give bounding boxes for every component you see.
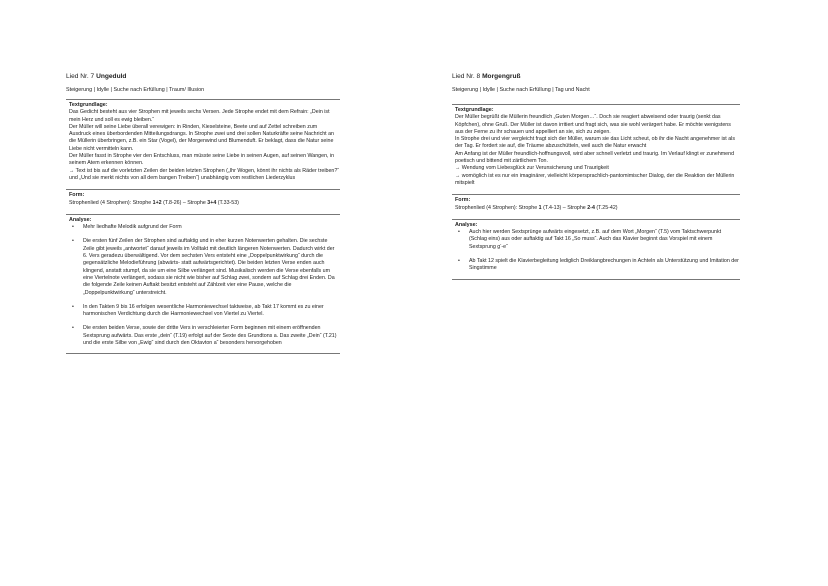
paragraph: → womöglich ist es nur ein imaginärer, vielleicht körpersprachlich-pantomimischer Dialog, der die Reaktion der Müllerin mitspielt <box>455 172 735 186</box>
song-7-column <box>66 72 340 354</box>
bullet-icon: • <box>458 229 460 236</box>
list-item: • Ab Takt 12 spielt die Klavierbegleitung lediglich Dreiklangbrechungen in Achteln als Unterstützung und Imitation der Singstimme <box>458 258 739 272</box>
list-item: • Mehr liedhafte Melodik aufgrund der Form <box>72 224 182 231</box>
section-heading: Form: <box>69 192 85 199</box>
section-heading: Analyse: <box>455 221 478 228</box>
song-keywords: Steigerung | Idylle | Suche nach Erfüllung | Tag und Nacht <box>452 87 590 93</box>
bullet-icon: • <box>458 258 460 265</box>
analyse-list <box>69 224 340 347</box>
paragraph: Am Anfang ist der Müller freundlich-hoffnungsvoll, wird aber schnell verletzt und traurig. Im Verlauf klingt er zunehmend poetisch und bittend mit zärtlichem Ton. <box>455 150 735 165</box>
bullet-icon: • <box>72 303 74 310</box>
list-item: • Auch hier werden Sextsprünge aufwärts eingesetzt, z.B. auf dem Wort „Morgen“ (T.5) vom Taktschwerpunkt (Schlag eins) aus oder auftaktig auf Takt 16 „So muss“. Auch das Klavier beginnt das Vorspiel mit einem Sextsprung g‘-e“ <box>458 229 722 250</box>
song-8-column <box>452 72 740 280</box>
form-text: Strophenlied (4 Strophen): Strophe 1 (T.4-13) – Strophe 2-4 (T.25-42) <box>455 204 618 211</box>
paragraph: Das Gedicht besteht aus vier Strophen mit jeweils sechs Versen. Jede Strophe endet mit dem Refrain: „Dein ist mein Herz und soll es ewig bleiben.“ <box>69 109 330 123</box>
bullet-icon: • <box>72 224 74 231</box>
analyse-section <box>452 219 740 280</box>
section-heading: Textgrundlage: <box>455 107 494 113</box>
list-item: • Die ersten beiden Verse, sowie der dritte Vers in verschleierter Form beginnen mit einem eröffnenden Sextsprung aufwärts. Das erste „dein“ (T.19) erfolgt auf der Sexte des Grundtons a. Das zweite „Dein“ (T.21) und die erste Silbe von „Ewig“ sind durch den Oktavton a“ besonders hervorgehoben <box>72 325 337 347</box>
form-section <box>452 194 740 215</box>
form-section <box>66 189 340 210</box>
section-heading: Form: <box>455 197 471 204</box>
song-title: Lied Nr. 7 Ungeduld <box>66 73 127 80</box>
paragraph: Der Müller fasst in Strophe vier den Entschluss, man müsste seine Liebe in seinen Augen, auf seinen Wangen, in seinem Atem erkennen können. <box>69 153 335 167</box>
list-item: • Die ersten fünf Zeilen der Strophen sind auftaktig und in eher kurzen Notenwerten gehalten. Die sechste Zeile gibt jeweils „antwortet“ darauf jeweils im Volltakt mit deutlich längeren Notenwerten. Dadurch wirkt der 6. Vers geradezu überwältigend. Vor dem sechsten Vers entsteht eine „Doppelpunktwirkung“ durch die gegensätzliche Melodieführung (abwärts- statt aufwärtsgerichtet). Die beiden letzten Verse enden auch klingend, anstatt stumpf, da sie um eine Silbe verlängert sind. Musikalisch werden die Verse ebenfalls um eine Viertelnote verlängert, sodass sie nicht wie bisher auf Schlag zwei, sondern auf Schlag drei Enden. Da die folgende Zeile keinen Auftakt besitzt entsteht auf Zählzeit vier eine Pause, welche die „Doppelpunktwirkung“ unterstreicht. <box>72 238 335 296</box>
paragraph: → Wendung vom Liebesglück zur Verunsicherung und Traurigkeit <box>455 165 609 172</box>
form-text: Strophenlied (4 Strophen): Strophe 1+2 (T.8-26) – Strophe 3+4 (T.33-53) <box>69 199 239 206</box>
paragraph: → Text ist bis auf die vorletzten Zeilen der beiden letzten Strophen („Ihr Wogen, könnt ihr nichts als Räder treiben?“ und „Und sie merkt nichts von all dem bangen Treiben“) unabhängig vom restlichen Liederzyklus <box>69 167 340 181</box>
bullet-icon: • <box>72 325 74 332</box>
paragraph: Der Müller will seine Liebe überall verewigen: in Rinden, Kieselsteine, Beete und auf Zettel schreiben zum Ausdruck eines überbordenden Mitteilungsdrangs. In Strophe zwei und drei sollen Naturkräfte seine Nachricht an die Müllerin überbringen, z.B. ein Star (Vogel), der Morgenwind und Blumenduft. Er beklagt, dass die Natur seine Liebe nicht vermitteln kann. <box>69 123 334 152</box>
list-item: • In den Takten 9 bis 16 erfolgen wesentliche Harmoniewechsel taktweise, ab Takt 17 kommt es zu einer harmonischen Verdichtung durch die Harmoniewechsel von Viertel zu Viertel. <box>72 303 324 318</box>
section-heading: Textgrundlage: <box>69 102 108 108</box>
section-heading: Analyse: <box>69 216 92 223</box>
textgrundlage-section <box>452 104 740 190</box>
paragraph: Der Müller begrüßt die Müllerin freundlich „Guten Morgen…“. Doch sie reagiert abweisend oder traurig (senkt das Köpfchen), ohne Gruß. Der Müller ist davon irritiert und fragt sich, was sie wohl verärgert habe. Er möchte wenigstens aus der Ferne zu ihr schauen und appelliert an sie, sich zu zeigen. <box>455 114 731 135</box>
song-title: Lied Nr. 8 Morgengruß <box>452 73 521 80</box>
textgrundlage-section <box>66 99 340 185</box>
bullet-icon: • <box>72 238 74 245</box>
analyse-section <box>66 214 340 354</box>
song-keywords: Steigerung | Idylle | Suche nach Erfüllung | Traum/ Illusion <box>66 87 205 93</box>
paragraph: In Strophe drei und vier vergleicht fragt sich der Müller, warum sie das Licht scheut, ob ihr die Nacht angenehmer ist als der Tag. Er fordert sie auf, die Träume abzuschütteln, weil auch die Natur erwacht <box>455 136 735 150</box>
analyse-list <box>455 229 740 272</box>
